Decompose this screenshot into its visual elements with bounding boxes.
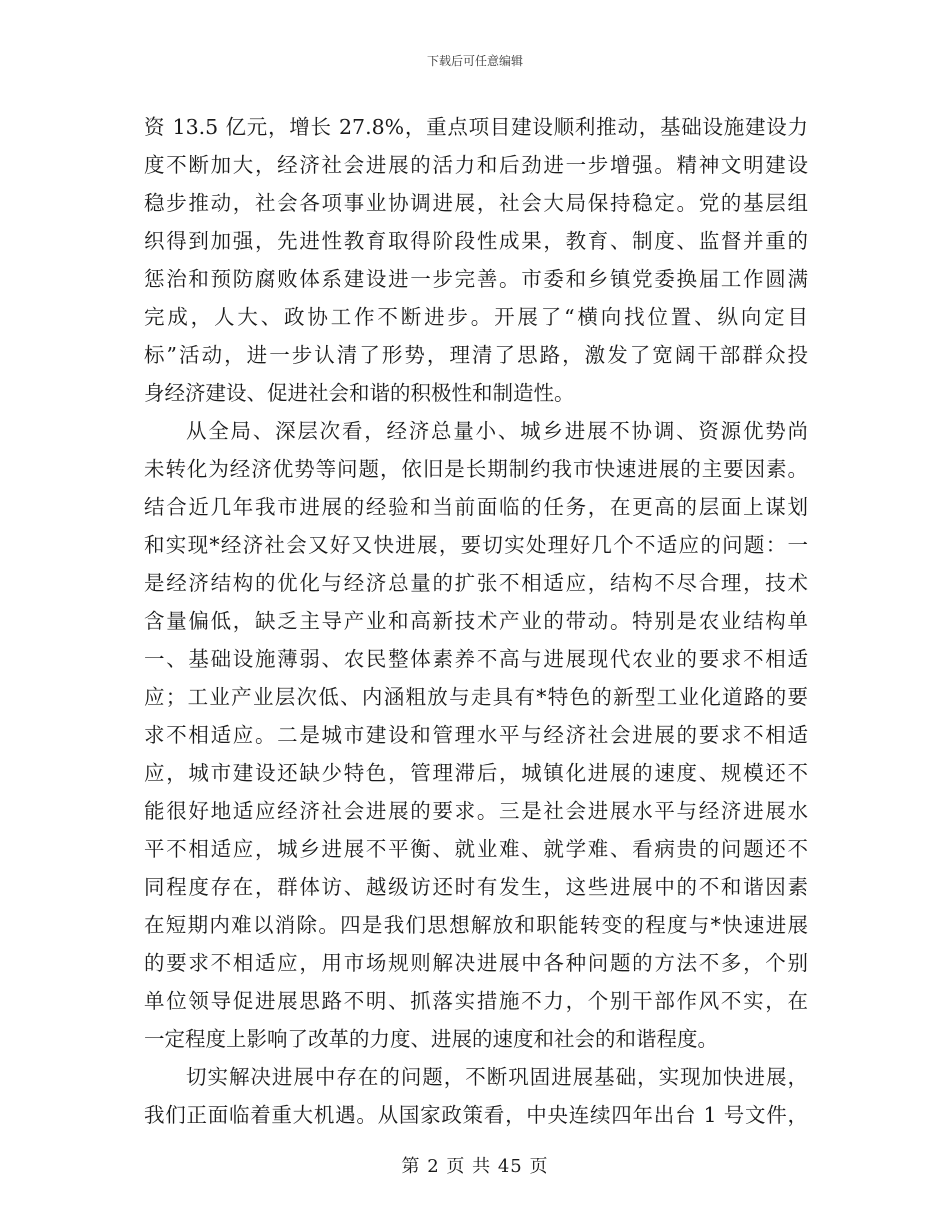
text-line: 应，城市建设还缺少特色，管理滞后，城镇化进展的速度、规模还不: [144, 761, 808, 785]
text-line: 完成，人大、政协工作不断进步。开展了“横向找位置、纵向定目: [144, 305, 808, 329]
text-line: 同程度存在，群体访、越级访还时有发生，这些进展中的不和谐因素: [144, 875, 808, 899]
page-header: 下载后可任意编辑: [426, 54, 523, 68]
text-line: 单位领导促进展思路不明、抓落实措施不力，个别干部作风不实，在: [144, 989, 808, 1013]
text-line: 一、基础设施薄弱、农民整体素养不高与进展现代农业的要求不相适: [144, 647, 808, 671]
text-line: 含量偏低，缺乏主导产业和高新技术产业的带动。特别是农业结构单: [144, 609, 808, 633]
text-line: 能很好地适应经济社会进展的要求。三是社会进展水平与经济进展水: [144, 799, 808, 823]
text-line: 一定程度上影响了改革的力度、进展的速度和社会的和谐程度。: [144, 1027, 718, 1051]
text-line: 身经济建设、促进社会和谐的积极性和制造性。: [144, 381, 575, 405]
text-line: 求不相适应。二是城市建设和管理水平与经济社会进展的要求不相适: [144, 723, 808, 747]
text-line: 稳步推动，社会各项事业协调进展，社会大局保持稳定。党的基层组: [144, 191, 808, 215]
text-line: 织得到加强，先进性教育取得阶段性成果，教育、制度、监督并重的: [144, 229, 808, 253]
text-line: 在短期内难以消除。四是我们思想解放和职能转变的程度与*快速进展: [144, 913, 808, 937]
text-line: 的要求不相适应，用市场规则解决进展中各种问题的方法不多，个别: [144, 951, 808, 975]
text-line: 平不相适应，城乡进展不平衡、就业难、就学难、看病贵的问题还不: [144, 837, 808, 861]
text-line: 是经济结构的优化与经济总量的扩张不相适应，结构不尽合理，技术: [144, 571, 808, 595]
text-line: 度不断加大，经济社会进展的活力和后劲进一步增强。精神文明建设: [144, 153, 808, 177]
text-line: 结合近几年我市进展的经验和当前面临的任务，在更高的层面上谋划: [144, 495, 808, 519]
text-line: 从全局、深层次看，经济总量小、城乡进展不协调、资源优势尚: [186, 419, 808, 443]
page-number: 第 2 页 共 45 页: [401, 1156, 549, 1177]
text-line: 我们正面临着重大机遇。从国家政策看，中央连续四年出台 1 号文件，: [144, 1103, 808, 1127]
body-text: [144, 108, 808, 1134]
text-line: 资 13.5 亿元，增长 27.8%，重点项目建设顺利推动，基础设施建设力: [144, 115, 808, 139]
text-line: 和实现*经济社会又好又快进展，要切实处理好几个不适应的问题：一: [144, 533, 808, 557]
text-line: 应；工业产业层次低、内涵粗放与走具有*特色的新型工业化道路的要: [144, 685, 808, 709]
text-line: 标”活动，进一步认清了形势，理清了思路，激发了宽阔干部群众投: [144, 343, 808, 367]
text-line: 未转化为经济优势等问题，依旧是长期制约我市快速进展的主要因素。: [144, 457, 808, 481]
text-line: 惩治和预防腐败体系建设进一步完善。市委和乡镇党委换届工作圆满: [144, 267, 808, 291]
text-line: 切实解决进展中存在的问题，不断巩固进展基础，实现加快进展，: [186, 1065, 808, 1089]
